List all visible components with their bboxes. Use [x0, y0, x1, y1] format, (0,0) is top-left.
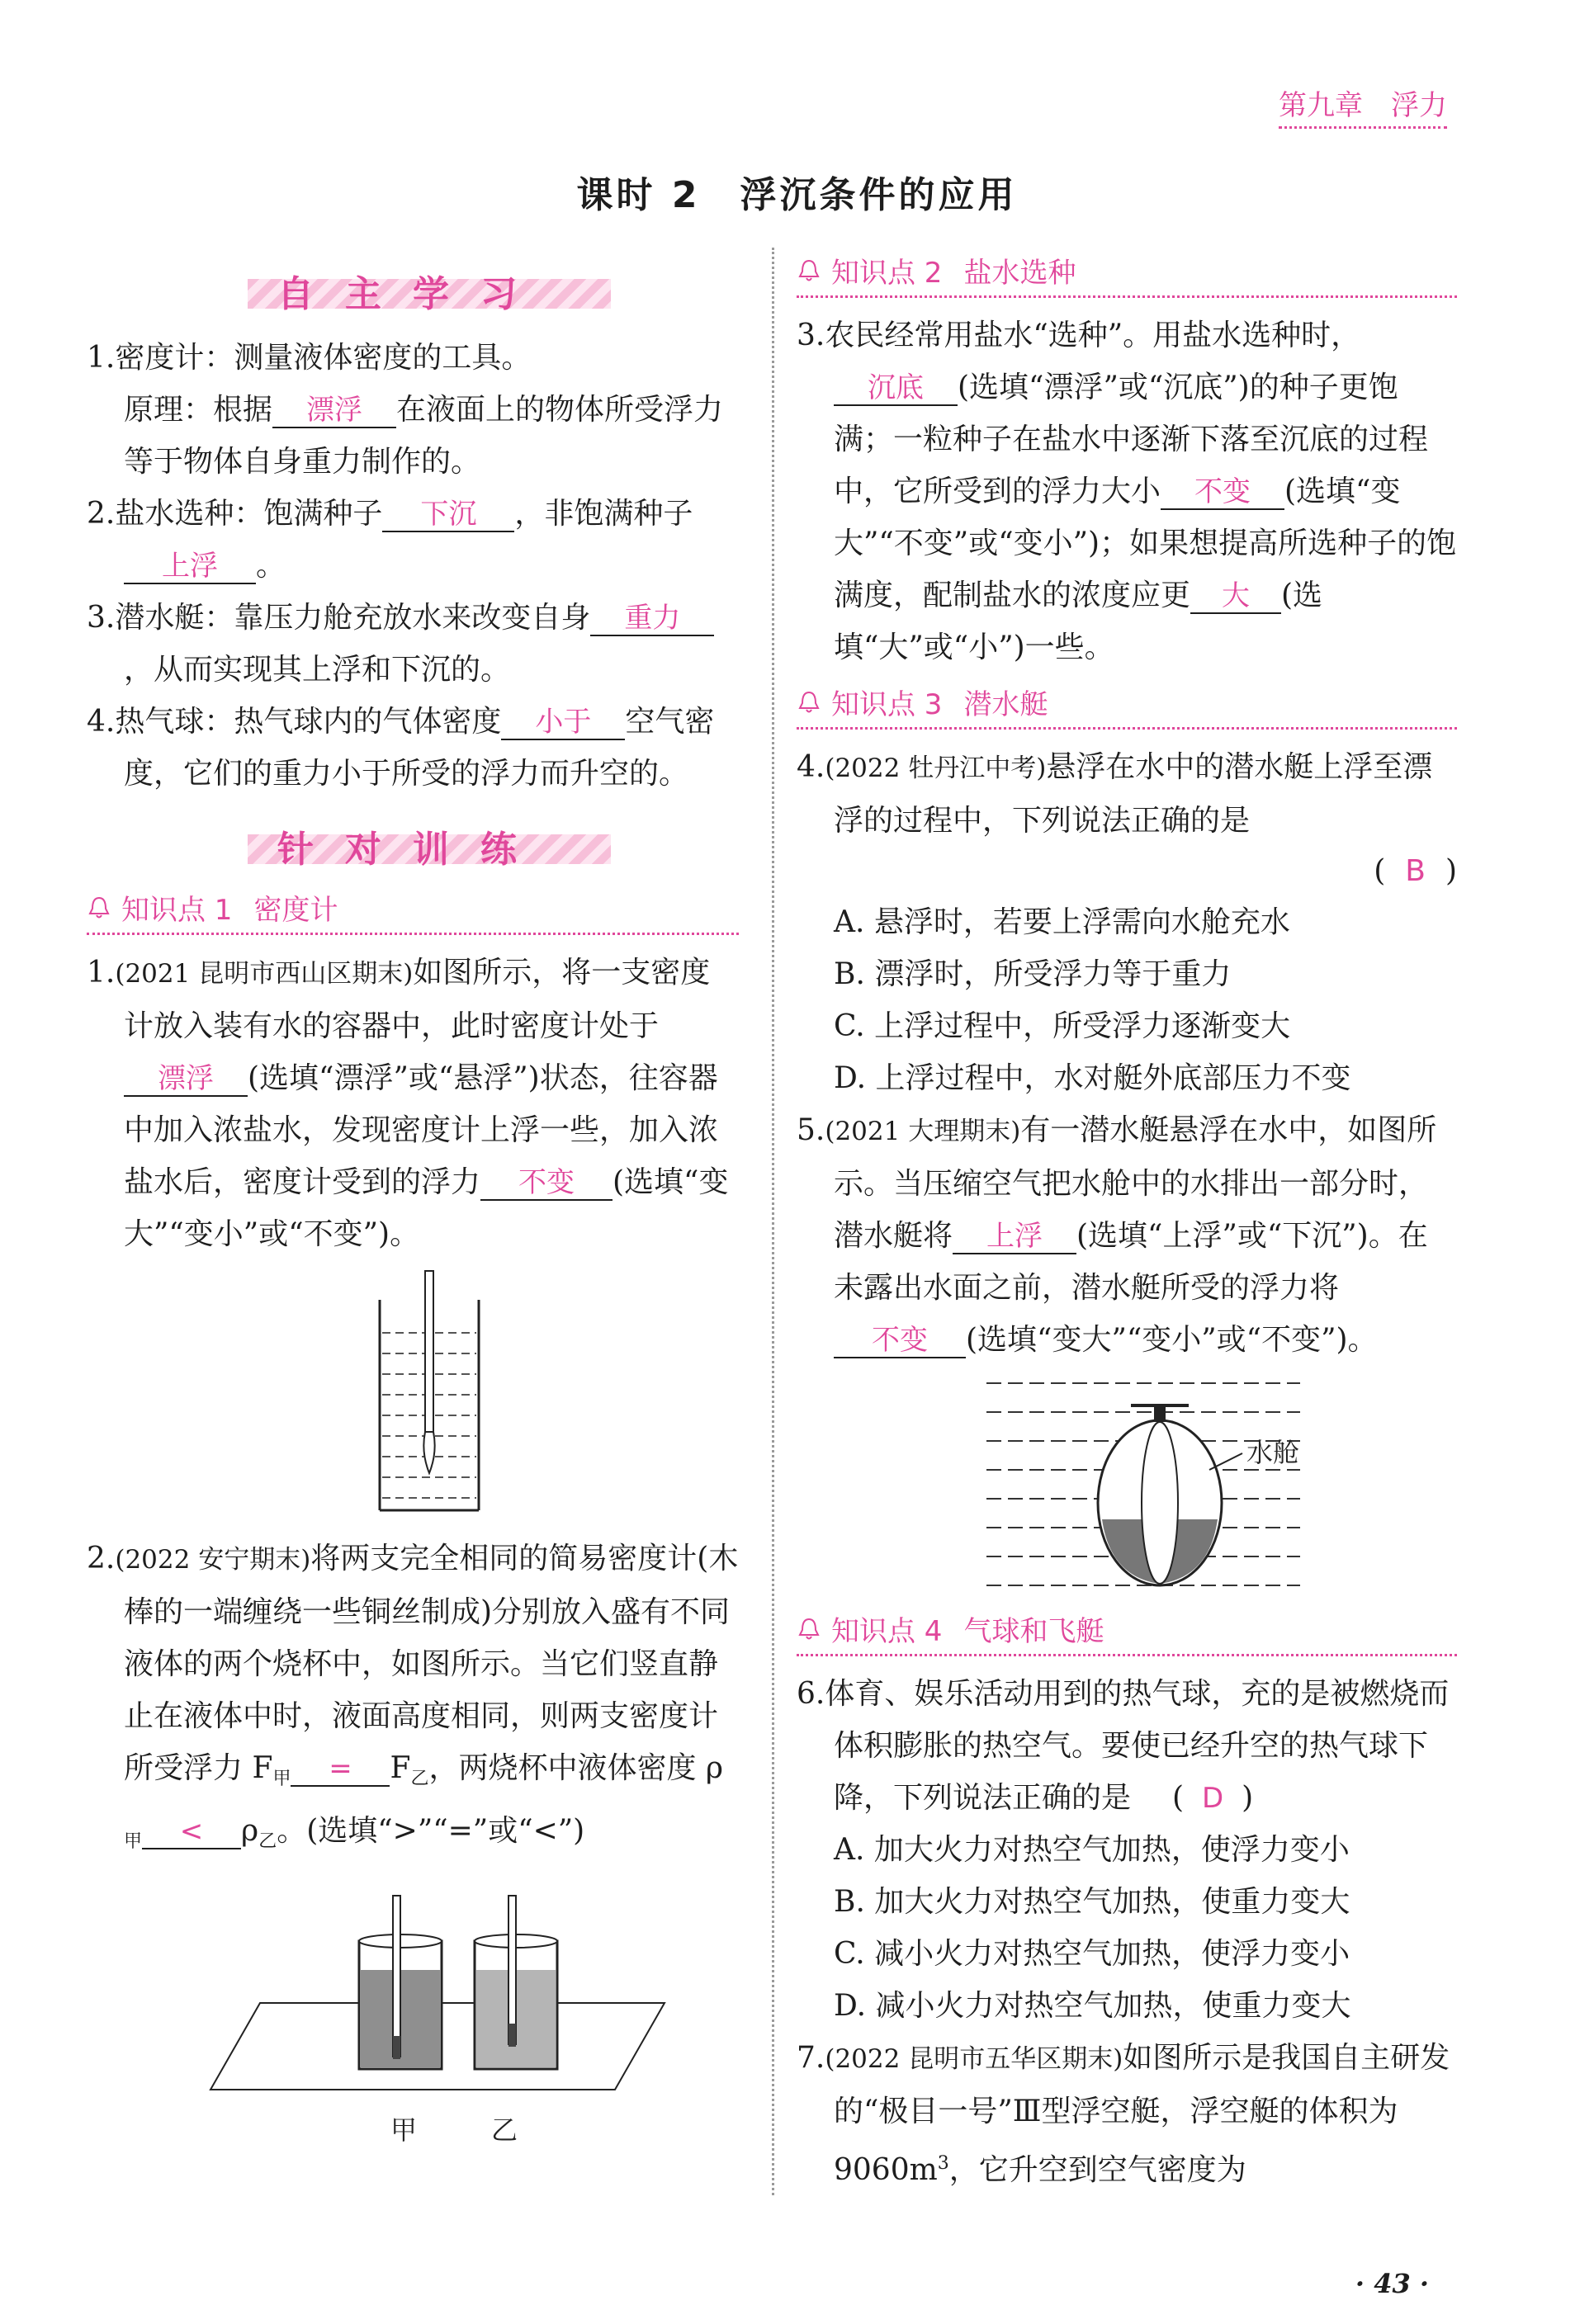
left-column [87, 256, 739, 2152]
answer-blank: 不变 [480, 1166, 613, 1201]
question-7: 7.(2022 昆明市五华区期末)如图所示是我国自主研发的“极目一号”Ⅲ型浮空艇，浮空艇的体积为 $9060m^3$，它升空到空气密度为 [797, 2041, 1450, 2187]
bell-icon [797, 690, 821, 715]
self-study-item-3: 3.潜水艇：靠压力舱充放水来改变自身 重力，从而实现其上浮和下沉的。 [87, 592, 739, 696]
option-a: A. 加大火力对热空气加热，使浮力变小 [834, 1833, 1350, 1867]
self-study-item-1-principle: 原理：根据 漂浮 在液面上的物体所受浮力等于物体自身重力制作的。 [124, 393, 724, 479]
answer-blank: < [142, 1815, 241, 1849]
page-number: · 43 · [1355, 2268, 1429, 2299]
submarine-figure [797, 1371, 1457, 1602]
answer-blank: 重力 [590, 602, 714, 636]
answer-blank: 漂浮 [272, 394, 396, 428]
answer-blank: 上浮 [124, 550, 256, 584]
self-study-heading: 自主学习 [87, 264, 739, 317]
option-b: B. 漂浮时，所受浮力等于重力 [834, 957, 1232, 991]
option-c: C. 减小火力对热空气加热，使浮力变小 [834, 1937, 1350, 1971]
question-3: 3.农民经常用盐水“选种”。用盐水选种时，沉底 (选填“漂浮”或“沉底”)的种子更饱满；一粒种子在盐水中逐渐下落至沉底的过程中，它所受到的浮力大小 不变 (选填“变大”“不变”或“变小”)；如果想提高所选种子的饱满度，配制盐水的浓度应更 大 (选填“大”或“小”)一些。 [797, 319, 1457, 664]
question-1: 1.(2021 昆明市西山区期末)如图所示，将一支密度计放入装有水的容器中，此时密度计处于漂浮 (选填“漂浮”或“悬浮”)状态，往容器中加入浓盐水，发现密度计上浮一些，加入浓盐水后，密度计受到的浮力 不变 (选填“变大”“变小”或“不变”)。 [87, 956, 729, 1251]
self-study-item-4: 4.热气球：热气球内的气体密度 小于 空气密度，它们的重力小于所受的浮力而升空的。 [87, 705, 715, 791]
knowledge-point-3: 知识点 3 潜水艇 [797, 682, 1457, 730]
option-c: C. 上浮过程中，所受浮力逐渐变大 [834, 1009, 1291, 1043]
option-a: A. 悬浮时，若要上浮需向水舱充水 [834, 905, 1290, 939]
answer-paren: ( B ) [1374, 854, 1457, 888]
beaker-label-right: 乙 [491, 2114, 518, 2147]
answer-blank: 小于 [501, 706, 625, 740]
ballast-tank-label: 水舱 [1246, 1437, 1300, 1468]
right-column [797, 243, 1457, 2196]
answer-blank: 不变 [834, 1324, 966, 1358]
beaker-label-left: 甲 [390, 2114, 418, 2147]
knowledge-point-4: 知识点 4 气球和飞艇 [797, 1608, 1457, 1656]
question-2: 2.(2022 安宁期末)将两支完全相同的简易密度计(木棒的一端缠绕一些铜丝制成)分别放入盛有不同液体的两个烧杯中，如图所示。当它们竖直静止在液体中时，液面高度相同，则两支密度计所受浮力 $F_甲 = F_乙$，两烧杯中液体密度 $\rho_甲 < \rho_乙$。(选填“>”“=”或“<”) [87, 1542, 739, 1853]
knowledge-point-1: 知识点 1 密度计 [87, 887, 739, 935]
lesson-title: 课时 2 浮沉条件的应用 [576, 174, 1018, 216]
answer-blank: 上浮 [953, 1220, 1076, 1254]
self-study-item-1: 1.密度计：测量液体密度的工具。 [87, 341, 532, 375]
answer-mark: D [1201, 1782, 1224, 1815]
bell-icon [797, 1617, 821, 1641]
bell-icon [87, 895, 111, 920]
option-d: D. 减小火力对热空气加热，使重力变大 [834, 1989, 1351, 2023]
answer-blank: = [291, 1752, 390, 1787]
question-6: 6.体育、娱乐活动用到的热气球，充的是被燃烧而体积膨胀的热空气。要使已经升空的热气球下降，下列说法正确的是 ( D ) [797, 1677, 1450, 1815]
chapter-header: 第九章 浮力 [1279, 83, 1447, 129]
column-divider [772, 248, 774, 2195]
option-d: D. 上浮过程中，水对艇外底部压力不变 [834, 1061, 1351, 1095]
training-heading: 针对训练 [87, 820, 739, 872]
question-4: 4.(2022 牡丹江中考)悬浮在水中的潜水艇上浮至漂浮的过程中，下列说法正确的是 [797, 750, 1433, 838]
answer-blank: 不变 [1161, 475, 1284, 510]
hydrometer-figure [87, 1267, 739, 1523]
question-5: 5.(2021 大理期末)有一潜水艇悬浮在水中，如图所示。当压缩空气把水舱中的水排出一部分时，潜水艇将 上浮 (选填“上浮”或“下沉”)。在未露出水面之前，潜水艇所受的浮力将不变 (选填“变大”“变小”或“不变”)。 [797, 1113, 1437, 1357]
answer-blank: 沉底 [834, 371, 958, 406]
answer-blank: 漂浮 [124, 1062, 248, 1097]
two-beakers-figure [87, 1879, 739, 2152]
option-b: B. 加大火力对热空气加热，使重力变大 [834, 1885, 1350, 1919]
bell-icon [797, 258, 821, 283]
self-study-item-2: 2.盐水选种：饱满种子 下沉 ，非饱满种子上浮 。 [87, 497, 693, 583]
answer-blank: 大 [1190, 579, 1281, 614]
answer-blank: 下沉 [382, 498, 514, 532]
knowledge-point-2: 知识点 2 盐水选种 [797, 250, 1457, 298]
